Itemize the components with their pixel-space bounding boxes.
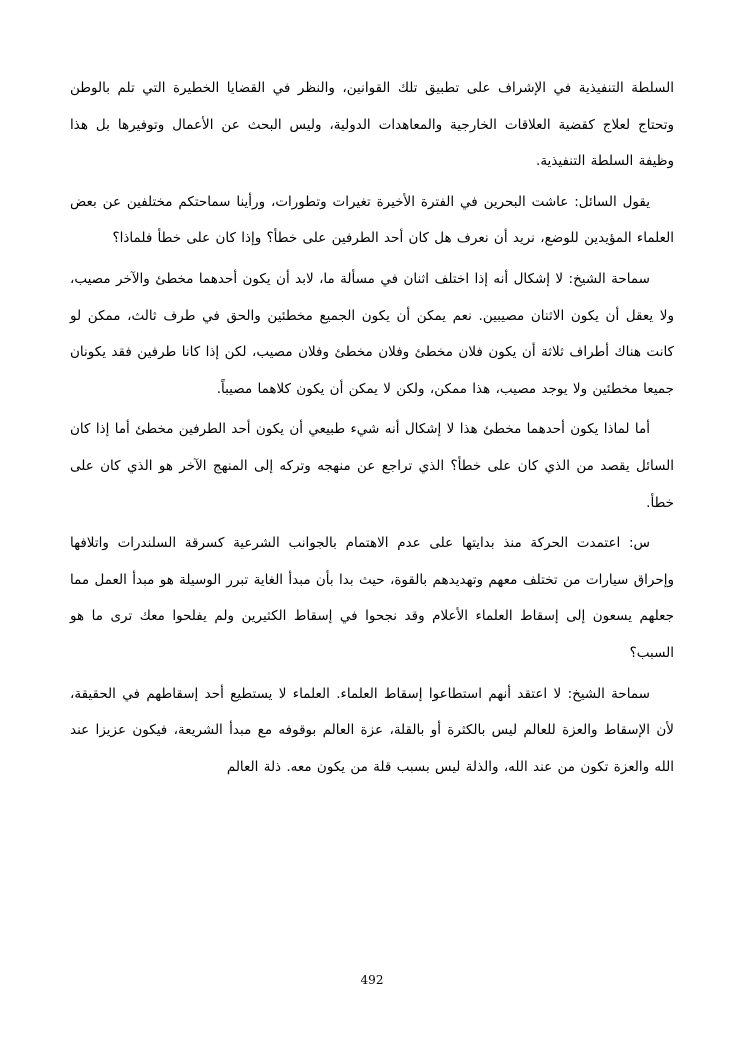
paragraph-continuation: السلطة التنفيذية في الإشراف على تطبيق تلك القوانين، والنظر في القضايا الخطيرة التي تلم بالوطن وتحتاج لعلاج كقضية العلاقات الخارجية والمعاهدات الدولية، وليس البحث عن الأعمال وتوفيرها بل هذا وظيفة السلطة التنفيذية. [70, 80, 674, 170]
paragraph-answer-mistaken-side: أما لماذا يكون أحدهما مخطئ هذا لا إشكال أنه شيء طبيعي أن يكون أحد الطرفين مخطئ أما إذا كان السائل يقصد من الذي كان على خطأ؟ الذي تراجع عن منهجه وتركه إلى المنهج الآخر هو الذي كان على خطأ. [70, 421, 674, 511]
paragraph-answer-scholars: سماحة الشيخ: لا اعتقد أنهم استطاعوا إسقاط العلماء. العلماء لا يستطيع أحد إسقاطهم في الحقيقة، لأن الإسقاط والعزة للعالم ليس بالكثرة أو بالقلة، عزة العالم بوقوفه مع مبدأ الشريعة، فيكون عزيزا عند الله والعزة تكون من عند الله، والذلة ليس بسبب قلة من يكون معه. ذلة العالم [70, 685, 674, 775]
body-text [70, 70, 674, 789]
page-number: 492 [360, 973, 384, 987]
paragraph-question-movement: س: اعتمدت الحركة منذ بدايتها على عدم الاهتمام بالجوانب الشرعية كسرقة السلندرات واتلافها وإحراق سيارات من تختلف معهم وتهديدهم بالقوة، حيث بدا بأن مبدأ الغاية تبرر الوسيلة هو مبدأ العمل مما جعلهم يسعون إلى إسقاط العلماء الأعلام وقد نجحوا في إسقاط الكثيرين ولم يفلحوا معك ترى ما هو السبب؟ [70, 535, 674, 661]
paragraph-question-bahrain: يقول السائل: عاشت البحرين في الفترة الأخيرة تغيرات وتطورات، ورأينا سماحتكم مختلفين عن بعض العلماء المؤيدين للوضع، نريد أن نعرف هل كان أحد الطرفين على خطأ؟ وإذا كان على خطأ فلماذا؟ [70, 193, 674, 247]
paragraph-answer-disagreement: سماحة الشيخ: لا إشكال أنه إذا اختلف اثنان في مسألة ما، لابد أن يكون أحدهما مخطئ والآخر مصيب، ولا يعقل أن يكون الاثنان مصيبين. نعم يمكن أن يكون الجميع مخطئين والحق في طرف ثالث، ممكن لو كانت هناك أطراف ثلاثة أن يكون فلان مخطئ وفلان مخطئ وفلان مصيب، لكن إذا كانا طرفين فقد يكونان جميعا مخطئين ولا يوجد مصيب، هذا ممكن، ولكن لا يمكن أن يكون كلاهما مصيباً. [70, 270, 674, 397]
